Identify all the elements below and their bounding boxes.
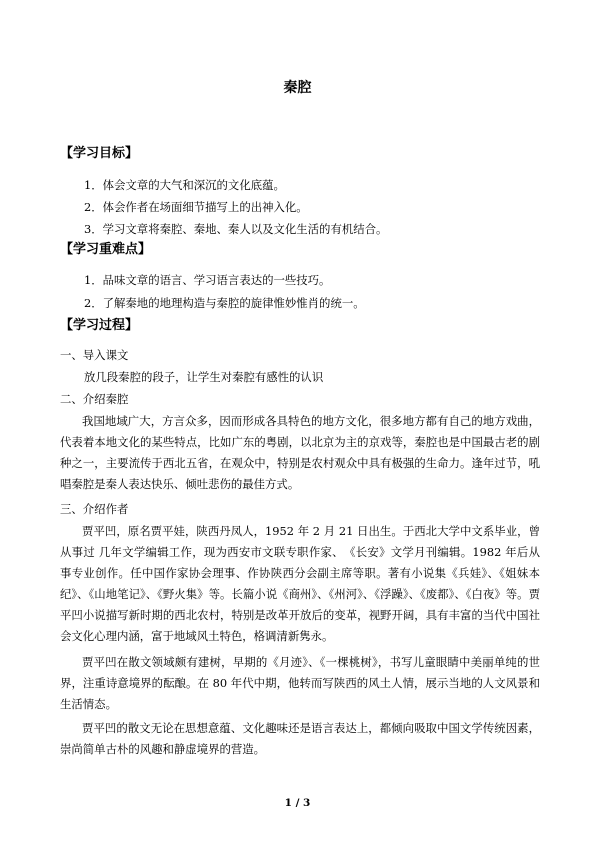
author-paragraph-2: 贾平凹在散文领域颇有建树，早期的《月迹》、《一棵桃树》，书写儿童眼睛中美丽单纯的世界，注重诗意境界的酝酿。在 80 年代中期，他转而写陕西的风土人情，展示当地的人文风景和生活情态。 — [60, 655, 540, 711]
page-title: 秦腔 — [283, 80, 312, 96]
process-heading: 【学习过程】 — [60, 318, 139, 333]
keypoints-heading: 【学习重难点】 — [60, 242, 152, 257]
part2-paragraph: 我国地域广大，方言众多，因而形成各具特色的地方文化，很多地方都有自己的地方戏曲，代表着本地文化的某些特点，比如广东的粤剧，以北京为主的京戏等，秦腔也是中国最古老的剧种之一，主要流传于西北五省，在观众中，特别是农村观众中具有极强的生命力。逢年过节，吼唱秦腔是秦人表达快乐、倾吐悲伤的最佳方式。 — [60, 414, 540, 491]
part1-title: 一、导入课文 — [60, 348, 129, 362]
part2-title: 二、介绍秦腔 — [60, 392, 129, 406]
goal-item-3: 3．学习文章将秦腔、秦地、秦人以及文化生活的有机结合。 — [84, 222, 388, 236]
author-paragraph-1: 贾平凹，原名贾平娃，陕西丹凤人，1952 年 2 月 21 日出生。于西北大学中文系毕业，曾从事过 几年文学编辑工作，现为西安市文联专职作家、 《长安》文学月刊编辑。1982 年后从事专业创作。任中国作家协会理事、作协陕西分会副主席等职。著有小说集《兵娃》、《姐妹本纪》、《山地笔记》、《野火集》等。长篇小说《商州》、《州河》、《浮躁》、《废都》、《白夜》等。贾平凹小说描写新时期的西北农村，特别是改革开放后的变革，视野开阔，具有丰富的当代中国社会文化心理内涵，富于地域风土特色，格调清新隽永。 — [60, 524, 540, 643]
part3-title: 三、介绍作者 — [60, 502, 129, 516]
page-number: 1 / 3 — [284, 797, 311, 809]
goal-item-2: 2．体会作者在场面细节描写上的出神入化。 — [84, 200, 308, 214]
goal-item-1: 1．体会文章的大气和深沉的文化底蕴。 — [84, 178, 285, 192]
part1-text: 放几段秦腔的段子，让学生对秦腔有感性的认识 — [84, 370, 324, 384]
goals-heading: 【学习目标】 — [60, 146, 139, 161]
keypoint-item-2: 2．了解秦地的地理构造与秦腔的旋律惟妙惟肖的统一。 — [84, 296, 365, 310]
keypoint-item-1: 1．品味文章的语言、学习语言表达的一些技巧。 — [84, 273, 331, 287]
author-paragraph-3: 贾平凹的散文无论在思想意蕴、文化趣味还是语言表达上，都倾向吸取中国文学传统因素，崇尚简单古朴的风趣和静虚境界的营造。 — [60, 721, 540, 756]
